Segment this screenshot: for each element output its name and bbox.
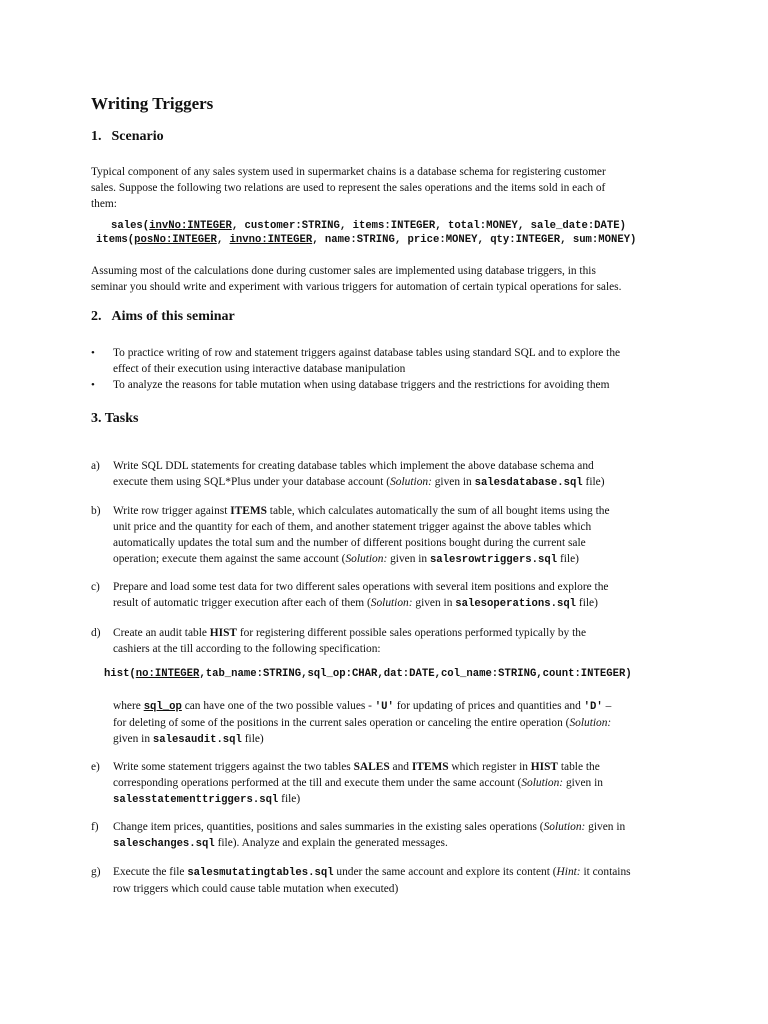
scenario-line: them:	[91, 198, 117, 210]
schema-items-separator: ,	[216, 234, 230, 246]
filename: salesmutatingtables.sql	[187, 867, 334, 879]
document-title: Writing Triggers	[91, 94, 214, 113]
aims-heading-number: 2.	[91, 309, 102, 324]
table-name: HIST	[530, 761, 559, 773]
task-line	[113, 775, 683, 791]
schema-hist-key: no:INTEGER	[135, 668, 200, 680]
table-name: ITEMS	[411, 761, 449, 773]
column-name: sql_op	[143, 701, 182, 713]
task-line	[113, 715, 683, 731]
solution-label: Solution:	[390, 476, 432, 488]
task-line	[113, 759, 683, 775]
schema-items-key-posno: posNo:INTEGER	[134, 234, 217, 246]
task-marker: a)	[91, 460, 100, 472]
task-marker: e)	[91, 761, 100, 773]
schema-hist-attributes: ,tab_name:STRING,sql_op:CHAR,dat:DATE,col_name:STRING,count:INTEGER)	[199, 668, 632, 680]
task-line: cashiers at the till according to the following specification:	[113, 643, 381, 655]
task-line	[113, 864, 683, 881]
task-d-where	[113, 698, 683, 748]
task-line	[113, 503, 683, 519]
scenario-heading-number: 1.	[91, 129, 102, 144]
schema-sales-attributes: , customer:STRING, items:INTEGER, total:MONEY, sale_date:DATE)	[231, 220, 626, 232]
task-line: row triggers which could cause table mutation when executed)	[113, 883, 399, 895]
task-text: which register in	[448, 761, 531, 773]
schema-hist	[104, 668, 632, 680]
task-line	[113, 595, 683, 612]
task-line: Write SQL DDL statements for creating database tables which implement the above database schema and	[113, 460, 594, 472]
table-name: SALES	[353, 761, 390, 773]
task-e	[113, 759, 683, 808]
task-marker: g)	[91, 866, 101, 878]
task-line	[113, 698, 683, 715]
solution-label: Solution:	[543, 821, 586, 833]
task-text: Create an audit table	[113, 627, 210, 639]
solution-label: Solution:	[569, 717, 612, 729]
task-text: for updating of prices and quantities and	[393, 700, 584, 712]
task-line: Prepare and load some test data for two different sales operations with several item positions and explore the	[113, 581, 609, 593]
task-text: Change item prices, quantities, positions and sales summaries in the existing sales operations (	[113, 821, 544, 833]
scenario-paragraph-2	[91, 263, 681, 295]
task-text: file)	[557, 553, 579, 565]
aims-item-line: To practice writing of row and statement triggers against database tables using standard SQL and to explore the	[113, 347, 621, 359]
task-text: Execute the file	[113, 866, 188, 878]
scenario-heading	[91, 129, 164, 145]
task-text: execute them using SQL*Plus under your database account (	[113, 476, 391, 488]
task-text: table the	[558, 761, 600, 773]
task-text: –	[602, 700, 612, 712]
filename: salesaudit.sql	[152, 734, 242, 746]
task-marker: c)	[91, 581, 100, 593]
task-marker: d)	[91, 627, 101, 639]
task-line	[113, 551, 683, 568]
task-c	[113, 579, 683, 612]
aims-heading	[91, 309, 235, 325]
op-value-u: 'U'	[374, 701, 394, 713]
scenario-paragraph	[91, 164, 681, 212]
filename: saleschanges.sql	[113, 838, 215, 850]
task-line	[113, 791, 683, 808]
task-line	[113, 731, 683, 748]
task-f	[113, 819, 683, 852]
task-text: given in	[585, 821, 626, 833]
schema-sales-name: sales(	[111, 220, 150, 232]
schema-hist-name: hist(	[104, 668, 136, 680]
scenario-line: sales. Suppose the following two relations are used to represent the sales operations and the items sold in each of	[91, 182, 606, 194]
task-text: file)	[278, 793, 301, 805]
scenario-line: Assuming most of the calculations done during customer sales are implemented using database triggers, in this	[91, 265, 596, 277]
task-text: for deleting of some of the positions in the current sales operation or canceling the entire operation (	[113, 717, 570, 729]
schema-items-attributes: , name:STRING, price:MONEY, qty:INTEGER, sum:MONEY)	[312, 234, 637, 246]
task-marker: b)	[91, 505, 101, 517]
scenario-line: seminar you should write and experiment with various triggers for automation of certain typical operations for sales.	[91, 281, 622, 293]
filename: salesstatementtriggers.sql	[113, 794, 279, 806]
bullet-glyph: •	[91, 347, 95, 359]
task-text: corresponding operations performed at the till and execute them under the same account (	[113, 777, 522, 789]
schema-items-name: items(	[96, 234, 135, 246]
task-text: file)	[582, 476, 605, 488]
task-text: operation; execute them against the same account (	[113, 553, 346, 565]
filename: salesrowtriggers.sql	[429, 554, 558, 566]
task-text: given in	[563, 777, 603, 789]
solution-label: Solution:	[345, 553, 388, 565]
schema-items-key-invno: invno:INTEGER	[229, 234, 313, 246]
op-value-d: 'D'	[583, 701, 603, 713]
table-name: HIST	[209, 627, 238, 639]
solution-label: Solution:	[521, 777, 564, 789]
schema-items	[96, 234, 636, 246]
filename: salesoperations.sql	[455, 598, 577, 610]
task-text: for registering different possible sales operations performed typically by the	[237, 627, 587, 639]
aims-item	[113, 377, 683, 393]
aims-item	[113, 345, 683, 377]
bullet-glyph: •	[91, 379, 95, 391]
task-text: given in	[412, 597, 456, 609]
tasks-heading: 3. Tasks	[91, 411, 139, 426]
solution-label: Solution:	[370, 597, 413, 609]
task-text: file)	[241, 733, 264, 745]
task-text: and	[389, 761, 412, 773]
task-b	[113, 503, 683, 568]
schema-sales-key: invNo:INTEGER	[149, 220, 232, 232]
task-g	[113, 864, 683, 897]
task-line	[113, 819, 683, 835]
task-text: file)	[576, 597, 598, 609]
task-line	[113, 835, 683, 852]
task-d	[113, 625, 683, 657]
task-text: Write some statement triggers against the two tables	[113, 761, 354, 773]
aims-item-line: effect of their execution using interactive database manipulation	[113, 363, 406, 375]
task-text: given in	[431, 476, 475, 488]
task-text: Write row trigger against	[113, 505, 231, 517]
task-line	[113, 474, 683, 491]
hint-label: Hint:	[556, 866, 581, 878]
task-line: automatically updates the total sum and the number of different positions bought during the current sale	[113, 537, 586, 549]
task-text: under the same account and explore its content (	[333, 866, 557, 878]
scenario-line: Typical component of any sales system used in supermarket chains is a database schema for registering customer	[91, 166, 606, 178]
task-text: given in	[387, 553, 430, 565]
aims-item-line: To analyze the reasons for table mutation when using database triggers and the restrictions for avoiding them	[113, 379, 610, 391]
task-text: result of automatic trigger execution after each of them (	[113, 597, 371, 609]
aims-heading-text: Aims of this seminar	[111, 309, 235, 324]
task-text: file). Analyze and explain the generated messages.	[214, 837, 448, 849]
task-text: table, which calculates automatically the sum of all bought items using the	[266, 505, 610, 517]
task-text: can have one of the two possible values -	[181, 700, 375, 712]
schema-sales	[111, 220, 626, 232]
task-line	[113, 625, 683, 641]
task-text: it contains	[580, 866, 631, 878]
task-text: given in	[113, 733, 153, 745]
task-line: unit price and the quantity for each of them, and another statement trigger against the above tables which	[113, 521, 592, 533]
task-marker: f)	[91, 821, 99, 833]
task-text: where	[113, 700, 144, 712]
table-name: ITEMS	[230, 505, 267, 517]
scenario-heading-text: Scenario	[111, 129, 164, 144]
task-a	[113, 458, 683, 491]
filename: salesdatabase.sql	[474, 477, 583, 489]
